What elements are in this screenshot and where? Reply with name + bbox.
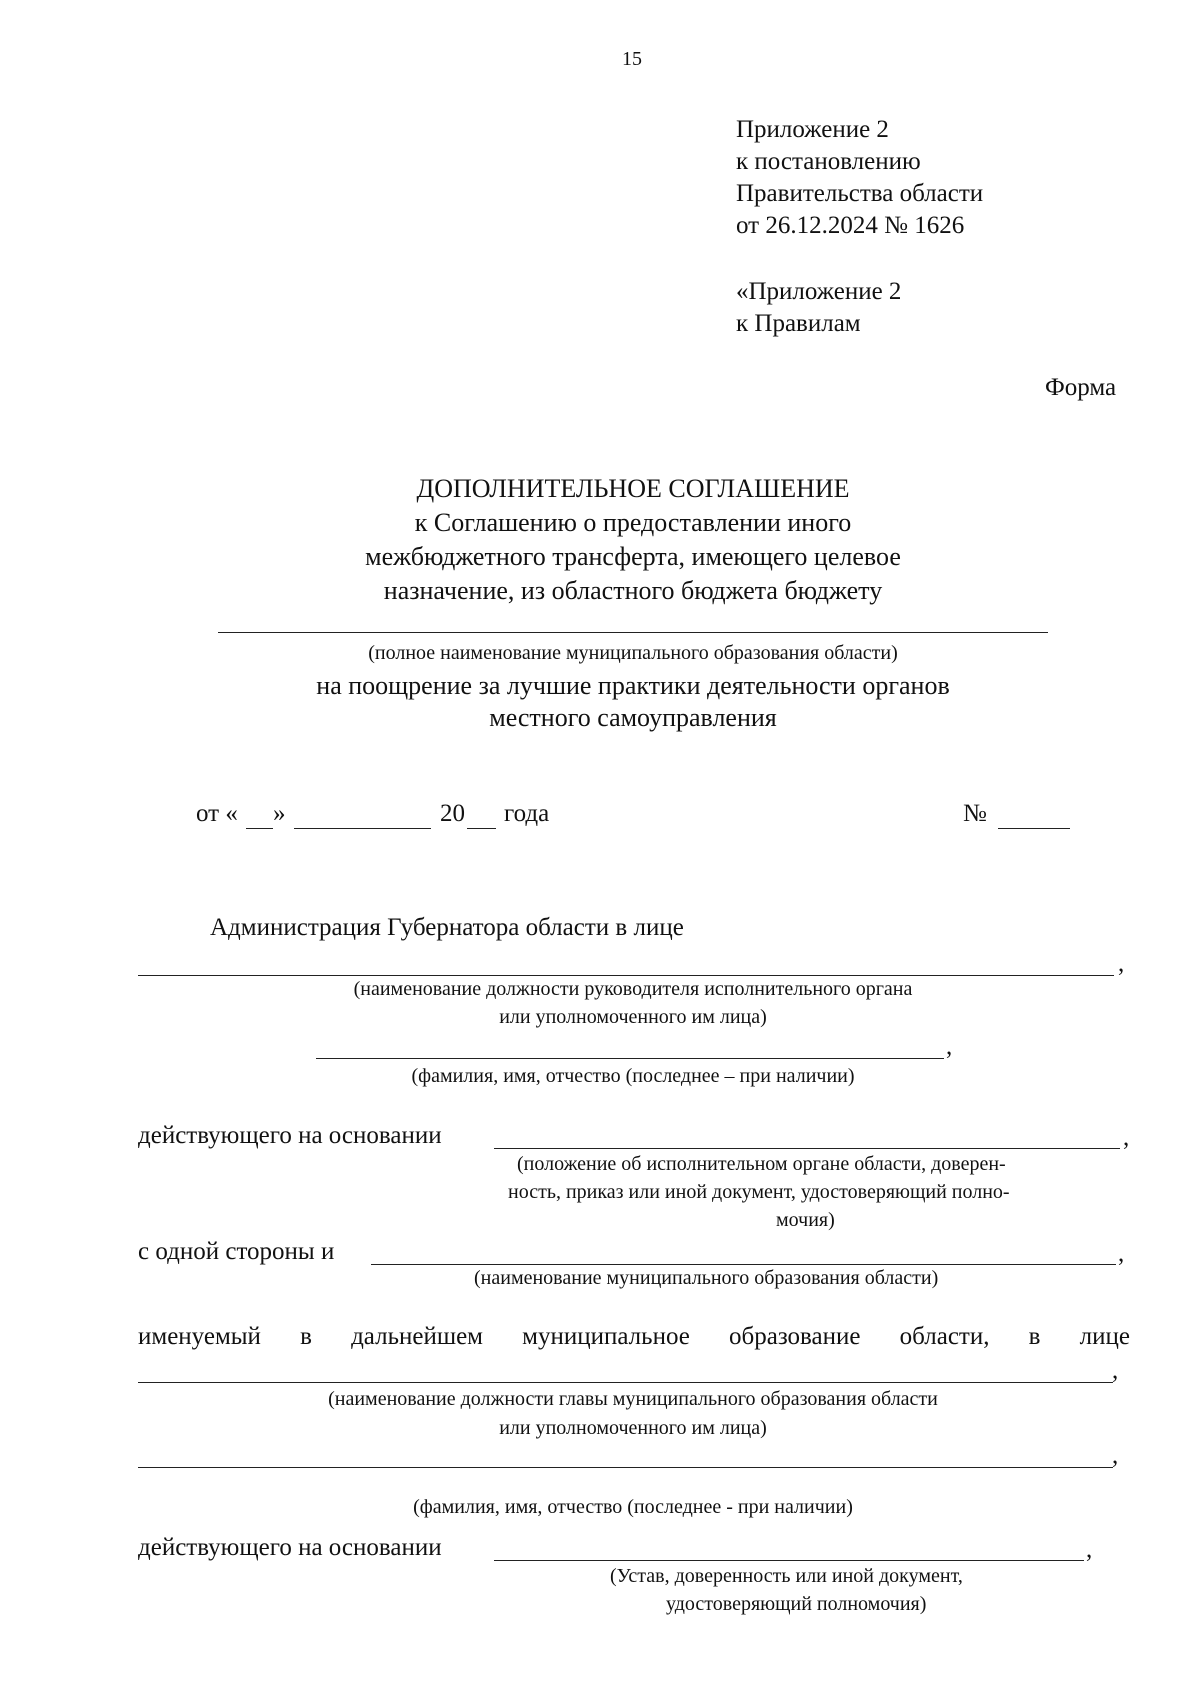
admin-position-hint-1: (наименование должности руководителя исполнительного органа (353, 978, 913, 1000)
mo-name-hint: (полное наименование муниципального образования области) (368, 642, 898, 664)
charter-hint-2: удостоверяющий полномочия) (666, 1593, 927, 1615)
day-blank[interactable] (246, 828, 273, 829)
comma: , (1112, 1357, 1119, 1384)
admin-fio-blank[interactable] (316, 1058, 944, 1059)
admin-position-blank[interactable] (138, 975, 1114, 976)
year-blank[interactable] (467, 828, 496, 829)
date-prefix: от « (196, 800, 238, 827)
appendix-line-2: к постановлению (736, 148, 921, 175)
title-line-5: на поощрение за лучшие практики деятельности органов (316, 671, 950, 700)
one-side-label: с одной стороны и (138, 1238, 335, 1265)
year-prefix: 20 (440, 800, 465, 827)
appendix-line-1: Приложение 2 (736, 116, 889, 143)
title-line-6: местного самоуправления (489, 703, 777, 732)
month-blank[interactable] (294, 828, 431, 829)
date-mid: » (273, 800, 286, 827)
mo-name-blank[interactable] (218, 632, 1048, 633)
mo-blank[interactable] (371, 1264, 1116, 1265)
appendix-line-3: Правительства области (736, 180, 984, 207)
word: в (300, 1323, 312, 1350)
head-fio-hint: (фамилия, имя, отчество (последнее - при наличии) (413, 1496, 853, 1518)
year-suffix: года (504, 800, 550, 827)
number-label: № (963, 800, 987, 827)
word: именуемый (138, 1323, 261, 1350)
title-line-3: межбюджетного трансферта, имеющего целевое (365, 542, 901, 571)
head-position-hint-1: (наименование должности главы муниципального образования области (328, 1388, 938, 1410)
appendix-line-4: от 26.12.2024 № 1626 (736, 212, 965, 239)
acting-basis-label-2: действующего на основании (138, 1534, 442, 1561)
comma: , (1118, 1240, 1125, 1267)
admin-fio-hint: (фамилия, имя, отчество (последнее – при наличии) (411, 1065, 855, 1087)
comma: , (1086, 1536, 1093, 1563)
word: дальнейшем (351, 1323, 483, 1350)
comma: , (1112, 1442, 1119, 1469)
word: лице (1079, 1323, 1130, 1350)
admin-text: Администрация Губернатора области в лице (210, 914, 684, 941)
acting-basis-hint-1: (положение об исполнительном органе области, доверен- (517, 1153, 1006, 1175)
form-label: Форма (1045, 374, 1117, 401)
acting-basis-label: действующего на основании (138, 1122, 442, 1149)
comma: , (1123, 1124, 1130, 1151)
admin-position-hint-2: или уполномоченного им лица) (499, 1006, 767, 1028)
head-position-hint-2: или уполномоченного им лица) (499, 1417, 767, 1439)
appendix-line-5: «Приложение 2 (736, 278, 902, 305)
appendix-line-6: к Правилам (736, 310, 861, 337)
comma: , (1118, 950, 1125, 977)
acting-basis-blank[interactable] (494, 1148, 1120, 1149)
mo-hint: (наименование муниципального образования области) (474, 1267, 939, 1289)
comma: , (946, 1033, 953, 1060)
word: муниципальное (522, 1323, 690, 1350)
head-fio-blank[interactable] (138, 1467, 1113, 1468)
word: в (1028, 1323, 1041, 1350)
named-line (138, 1323, 1130, 1351)
number-blank[interactable] (998, 828, 1070, 829)
charter-blank[interactable] (494, 1560, 1084, 1561)
word: образование (729, 1323, 861, 1350)
head-position-blank[interactable] (138, 1382, 1113, 1383)
page-number: 15 (622, 48, 642, 70)
title-line-2: к Соглашению о предоставлении иного (414, 508, 852, 537)
acting-basis-hint-2: ность, приказ или иной документ, удостоверяющий полно- (508, 1181, 1010, 1203)
agreement-heading: ДОПОЛНИТЕЛЬНОЕ СОГЛАШЕНИЕ (416, 474, 850, 503)
word: области, (899, 1323, 990, 1350)
acting-basis-hint-3: мочия) (776, 1209, 835, 1231)
title-line-4: назначение, из областного бюджета бюджету (383, 576, 883, 605)
charter-hint-1: (Устав, доверенность или иной документ, (610, 1565, 963, 1587)
